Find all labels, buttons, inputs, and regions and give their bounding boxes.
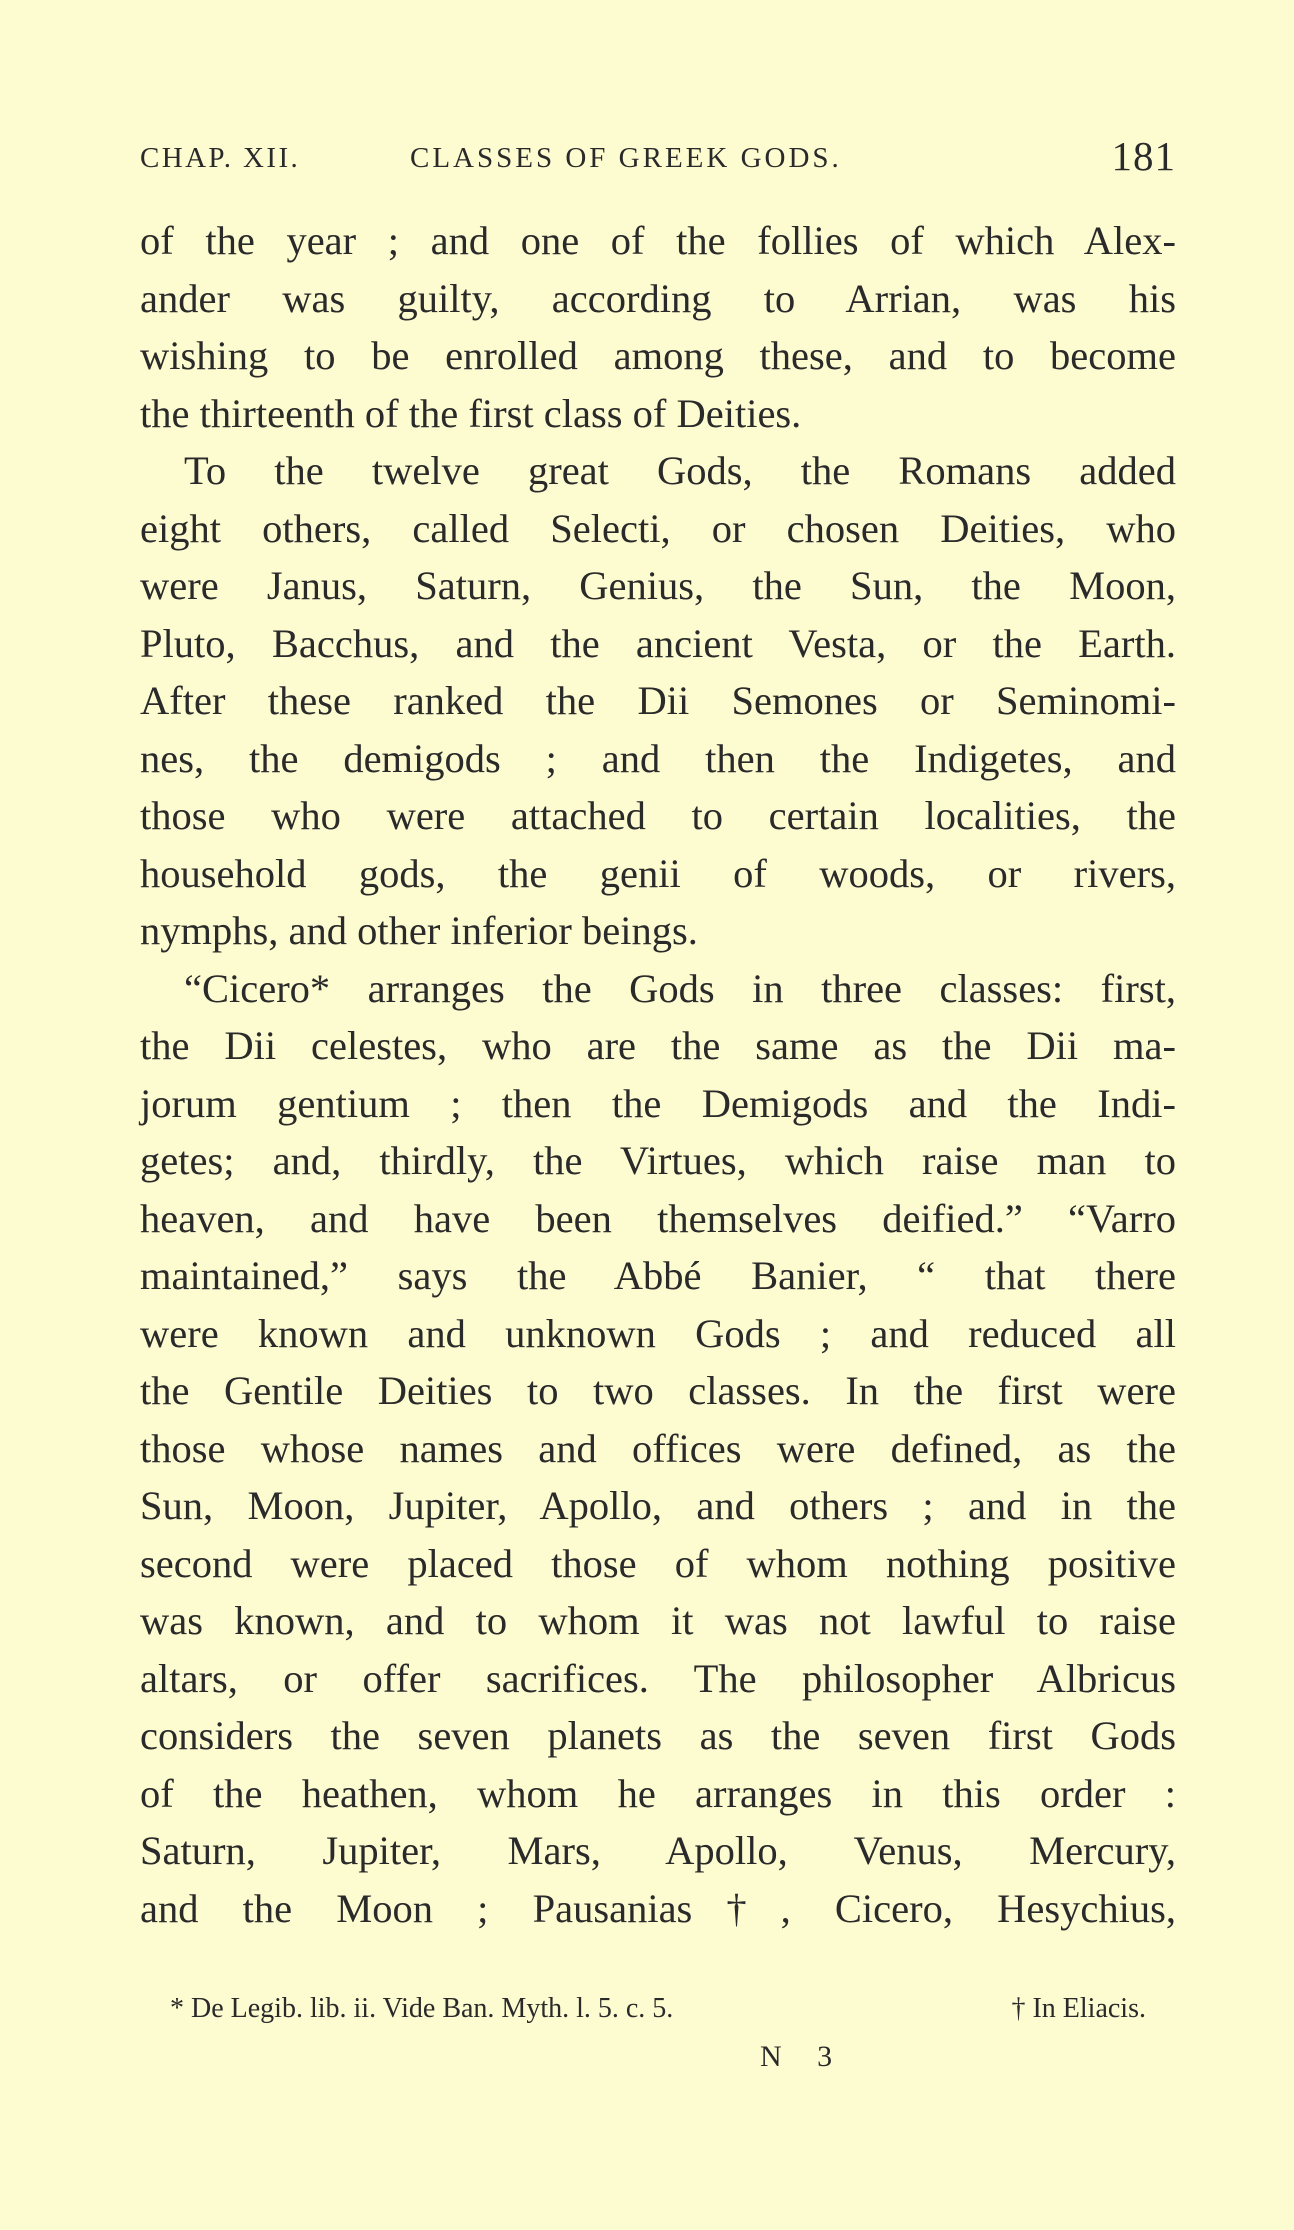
text-line: those whose names and offices were defined, as the — [140, 1425, 1176, 1471]
footnotes — [170, 1993, 1146, 2033]
text-line: and the Moon ; Pausanias†, Cicero, Hesychius, — [140, 1885, 1176, 1931]
text-line: Saturn, Jupiter, Mars, Apollo, Venus, Mercury, — [140, 1828, 1176, 1873]
text-line: was known, and to whom it was not lawful to raise — [140, 1598, 1176, 1643]
footnote-pausanias: † In Eliacis. — [1011, 1993, 1146, 2024]
signature-mark: N 3 — [760, 2040, 847, 2073]
text-line: household gods, the genii of woods, or rivers, — [140, 850, 1176, 896]
text-line: nes, the demigods ; and then the Indigetes, and — [140, 735, 1176, 781]
text-line: altars, or offer sacrifices. The philosopher Albricus — [140, 1655, 1176, 1701]
text-line: second were placed those of whom nothing positive — [140, 1540, 1176, 1586]
chapter-title: CLASSES OF GREEK GODS. — [410, 142, 842, 174]
text-line: of the heathen, whom he arranges in this order : — [140, 1770, 1176, 1816]
text-line: jorum gentium ; then the Demigods and the Indi- — [140, 1080, 1176, 1126]
text-line: maintained,” says the Abbé Banier, “ that there — [140, 1253, 1176, 1298]
text-line: wishing to be enrolled among these, and to become — [140, 333, 1176, 378]
page-number: 181 — [1111, 133, 1176, 179]
text-line: Sun, Moon, Jupiter, Apollo, and others ; and in the — [140, 1483, 1176, 1528]
text-line: the Gentile Deities to two classes. In the first were — [140, 1368, 1176, 1413]
footnote-cicero: * De Legib. lib. ii. Vide Ban. Myth. l. 5. c. 5. — [170, 1993, 674, 2024]
text-line: eight others, called Selecti, or chosen Deities, who — [140, 505, 1176, 551]
text-line: getes; and, thirdly, the Virtues, which raise man to — [140, 1138, 1176, 1183]
text-line: ander was guilty, according to Arrian, was his — [140, 275, 1176, 321]
text-line: were known and unknown Gods ; and reduced all — [140, 1310, 1176, 1356]
text-line: After these ranked the Dii Semones or Seminomi- — [140, 678, 1176, 723]
text-line: heaven, and have been themselves deified.” “Varro — [140, 1195, 1176, 1241]
text-line: of the year ; and one of the follies of which Alex- — [140, 218, 1176, 263]
text-line: those who were attached to certain localities, the — [140, 793, 1176, 838]
text-line: the thirteenth of the first class of Deities. — [140, 390, 802, 436]
chapter-label: CHAP. XII. — [140, 142, 301, 174]
running-head — [140, 133, 1176, 188]
text-line: considers the seven planets as the seven first Gods — [140, 1713, 1176, 1758]
text-line: nymphs, and other inferior beings. — [140, 908, 698, 953]
text-line: were Janus, Saturn, Genius, the Sun, the Moon, — [140, 563, 1176, 608]
text-line: the Dii celestes, who are the same as the Dii ma- — [140, 1023, 1176, 1068]
text-line: Pluto, Bacchus, and the ancient Vesta, or the Earth. — [140, 620, 1176, 666]
body-text — [140, 212, 1176, 1937]
text-line: “Cicero* arranges the Gods in three classes: first, — [184, 965, 1176, 1011]
text-line: To the twelve great Gods, the Romans added — [184, 448, 1176, 493]
